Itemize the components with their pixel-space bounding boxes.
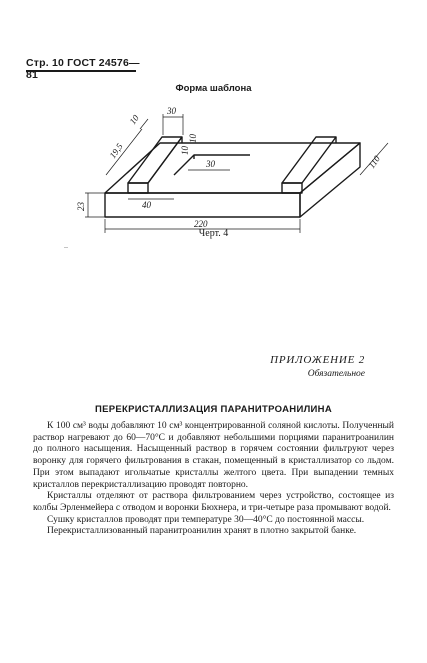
paragraph: Сушку кристаллов проводят при температуре 30—40°С до постоянной массы. [47, 514, 365, 525]
right-block-top [282, 137, 336, 183]
dim-label-40: 40 [142, 200, 151, 210]
dim-label-110: 110 [366, 153, 383, 171]
figure-title: Форма шаблона [175, 83, 252, 94]
left-block-top [128, 137, 182, 183]
dim-label-23: 23 [76, 202, 86, 211]
appendix-label: ПРИЛОЖЕНИЕ 2 [270, 354, 365, 366]
appendix-status: Обязательное [307, 369, 365, 379]
body-text [33, 421, 394, 538]
slab-right-face [300, 143, 360, 217]
dim-label-195: 19,5 [107, 141, 125, 161]
dim-line-left-10 [140, 119, 148, 129]
slab-top-face [105, 143, 360, 193]
dim-label-10-inner: 10 [180, 146, 190, 155]
dim-label-10-mid: 10 [188, 134, 198, 143]
dim-label-30-inner: 30 [206, 159, 215, 169]
template-drawing [70, 95, 400, 235]
left-block-edge [148, 137, 182, 183]
dim-label-30-top: 30 [167, 106, 176, 116]
slab-front-face [105, 193, 300, 217]
right-block-front [282, 183, 302, 193]
left-block-front [128, 183, 148, 193]
template-drawing-svg [70, 95, 400, 235]
paragraph: К 100 см³ воды добавляют 10 см³ концентрированной соляной кислоты. Полученный раствор нагревают до 60—70°С и добавляют небольшими порциями паранитроанилин до полного насыщения. Насыщенный раствор в горячем состоянии фильтруют через воронку для горячего фильтрования в стакан, помещенный в кристаллизатор со льдом. При этом выпадают игольчатые кристаллы желтого цвета. При выпадении темных кристаллов перекристаллизацию проводят повторно. [33, 421, 394, 490]
paragraph: Кристаллы отделяют от раствора фильтрованием через устройство, состоящее из колбы Эрленмейера с отводом и воронки Бюхнера, и три-четыре раза промывают водой. [33, 491, 394, 513]
figure-caption: Черт. 4 [198, 228, 229, 239]
header-rule [26, 70, 136, 72]
stray-mark: .. [64, 241, 68, 250]
paragraph: Перекристаллизованный паранитроанилин хранят в плотно закрытой банке. [47, 526, 357, 537]
page-header: Стр. 10 ГОСТ 24576—81 [26, 57, 140, 81]
section-title: ПЕРЕКРИСТАЛЛИЗАЦИЯ ПАРАНИТРОАНИЛИНА [95, 404, 332, 415]
dim-label-10-top: 10 [127, 113, 141, 127]
dim-label-220: 220 [194, 219, 208, 229]
